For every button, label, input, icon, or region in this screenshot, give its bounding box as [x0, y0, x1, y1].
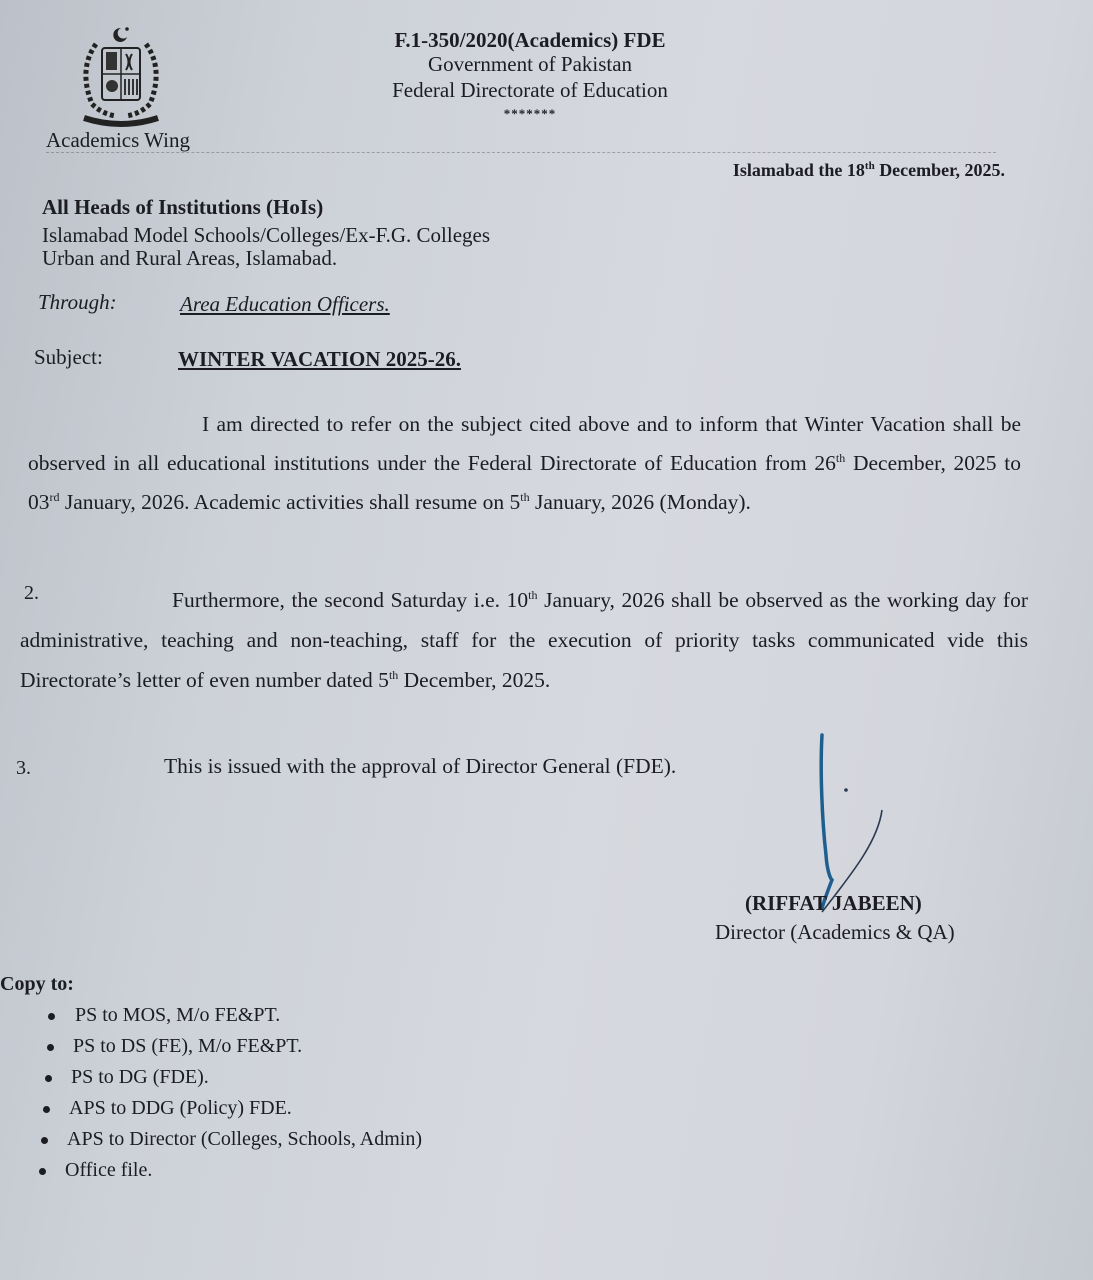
- addressee-line-2: Islamabad Model Schools/Colleges/Ex-F.G. Colleges: [42, 223, 491, 247]
- bullet-icon: [39, 1168, 46, 1175]
- copy-to-item: [30, 1155, 422, 1186]
- copy-to-item-text: PS to DS (FE), M/o FE&PT.: [73, 1035, 303, 1057]
- state-emblem-icon: [66, 24, 176, 134]
- department-label: Academics Wing: [46, 128, 190, 152]
- separator: *******: [503, 106, 557, 121]
- date-text: Islamabad the 18: [732, 160, 865, 180]
- bullet-icon: [47, 1044, 54, 1051]
- copy-to-item: [30, 1124, 422, 1155]
- copy-to-item-text: PS to MOS, M/o FE&PT.: [75, 1004, 281, 1026]
- copy-to-item-text: APS to DDG (Policy) FDE.: [69, 1097, 292, 1119]
- p1-sup: th: [835, 450, 846, 465]
- copy-to-item: [30, 1000, 422, 1031]
- paragraph-1: [28, 405, 1021, 522]
- p2-text-c: December, 2025.: [398, 668, 551, 692]
- p1-sup: rd: [49, 489, 60, 504]
- copy-to-item-text: APS to Director (Colleges, Schools, Admin): [67, 1128, 422, 1150]
- date-text-suffix: December, 2025.: [874, 160, 1005, 180]
- subject-label: Subject:: [34, 345, 103, 369]
- p2-sup: th: [528, 587, 538, 602]
- through-label: Through:: [38, 290, 117, 314]
- date-sup: th: [864, 160, 875, 172]
- copy-to-item-text: Office file.: [65, 1159, 153, 1181]
- through-value: Area Education Officers.: [180, 292, 390, 316]
- bullet-icon: [43, 1106, 50, 1113]
- addressee-line-1: All Heads of Institutions (HoIs): [42, 195, 324, 219]
- bullet-icon: [48, 1013, 55, 1020]
- addressee-line-3: Urban and Rural Areas, Islamabad.: [42, 246, 338, 270]
- paragraph-2-number: 2.: [24, 582, 39, 604]
- copy-to-label: Copy to:: [0, 973, 74, 995]
- bullet-icon: [45, 1075, 52, 1082]
- p2-sup: th: [388, 667, 399, 682]
- government-name: Government of Pakistan: [427, 52, 633, 76]
- file-number: F.1-350/2020(Academics) FDE: [394, 28, 666, 52]
- paragraph-3-number: 3.: [16, 757, 31, 779]
- p1-text-b: December, 2025 to 03: [28, 451, 1022, 514]
- header-divider: [46, 152, 996, 154]
- bullet-icon: [41, 1137, 48, 1144]
- letter-date: [733, 160, 1005, 181]
- p1-sup: th: [520, 489, 530, 504]
- p2-text-b: January, 2026 shall be observed as the working day for administrative, teaching and non-teaching, staff for the execution of priority tasks communicated vide this Directorate’s letter of even number dated 5: [20, 588, 1028, 692]
- copy-to-item: [30, 1031, 422, 1062]
- p1-text-a: I am directed to refer on the subject cited above and to inform that Winter Vacation shall be observed in all educational institutions under the Federal Directorate of Education from 26: [28, 412, 1021, 475]
- copy-to-item: [30, 1093, 422, 1124]
- p2-text-a: Furthermore, the second Saturday i.e. 10: [172, 588, 529, 612]
- signatory-name: (RIFFAT JABEEN): [745, 891, 922, 915]
- copy-to-item-text: PS to DG (FDE).: [71, 1066, 209, 1088]
- copy-to-item: [30, 1062, 422, 1093]
- directorate-name: Federal Directorate of Education: [392, 78, 668, 102]
- p1-text-c: January, 2026. Academic activities shall resume on 5: [59, 490, 521, 514]
- signatory-title: Director (Academics & QA): [715, 920, 955, 944]
- subject-value: WINTER VACATION 2025-26.: [178, 347, 461, 371]
- p1-text-d: January, 2026 (Monday).: [529, 490, 751, 514]
- paragraph-2: [20, 580, 1028, 700]
- copy-to-list: [30, 1000, 422, 1186]
- paragraph-3: This is issued with the approval of Director General (FDE).: [164, 754, 677, 778]
